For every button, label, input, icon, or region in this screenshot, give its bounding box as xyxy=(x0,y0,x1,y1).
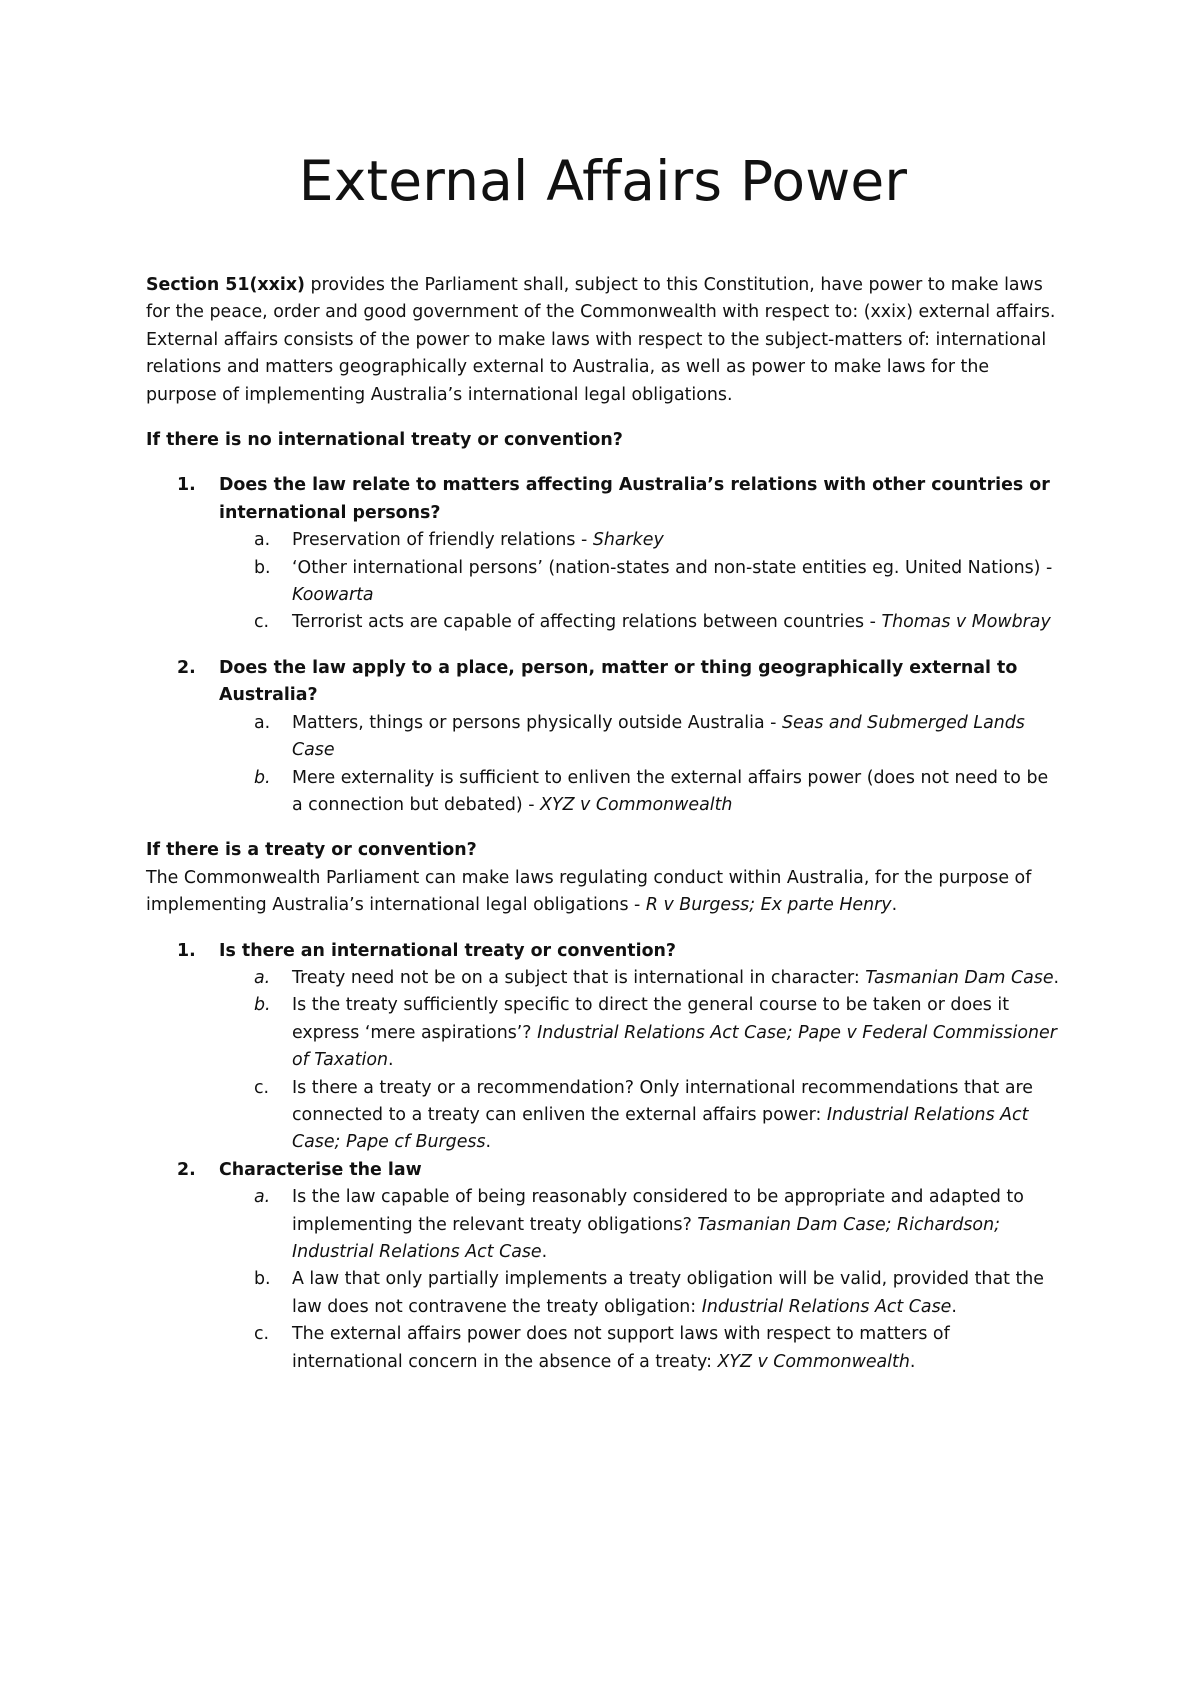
section2-para-tail: . xyxy=(891,895,898,916)
section2-heading: If there is a treaty or convention? xyxy=(146,840,477,861)
page-title: External Affairs Power xyxy=(298,149,908,213)
item-question: Characterise the law xyxy=(219,1159,422,1180)
case-citation: Tasmanian Dam Case; Richardson; Industrial Relations Act Case xyxy=(292,1214,1000,1262)
sub-text: Terrorist acts are capable of affecting relations between countries - xyxy=(292,612,882,633)
item-number: 1. xyxy=(177,475,196,496)
intro-bold-lead: Section 51(xxix) xyxy=(146,275,305,295)
sub-list xyxy=(219,710,1060,820)
case-citation: Industrial Relations Act Case; Pape v Federal Commissioner of Taxation xyxy=(292,1022,1057,1071)
sub-item-c xyxy=(254,1321,1060,1376)
sub-item-c xyxy=(254,609,1060,636)
sub-text: Treaty need not be on a subject that is international in character: xyxy=(292,967,866,988)
sub-text: The external affairs power does not support laws with respect to matters of international concern in the absence of a treaty: xyxy=(292,1324,950,1372)
case-citation: Seas and Submerged Lands Case xyxy=(292,712,1025,761)
sub-text: Is the treaty sufficiently specific to direct the general course to be taken or does it express ‘mere aspirations’? xyxy=(292,995,1010,1043)
case-citation: Sharkey xyxy=(592,530,664,551)
sub-list xyxy=(219,527,1060,637)
sub-letter: a. xyxy=(254,1187,271,1208)
item-number: 2. xyxy=(177,1159,196,1180)
section1-item-1 xyxy=(146,472,1060,636)
item-question: Is there an international treaty or convention? xyxy=(219,940,676,961)
case-citation: XYZ v Commonwealth xyxy=(540,794,733,815)
section2-para-text: The Commonwealth Parliament can make laws regulating conduct within Australia, for the purpose of implementing Australia’s international legal obligations - xyxy=(146,867,1032,916)
sub-letter: a. xyxy=(254,530,271,551)
sub-item-a xyxy=(254,1184,1060,1266)
case-citation: Industrial Relations Act Case xyxy=(701,1296,952,1317)
sub-letter: b. xyxy=(254,995,271,1016)
section2-list xyxy=(146,938,1060,1377)
case-citation: Industrial Relations Act Case; Pape cf Burgess xyxy=(292,1104,1029,1153)
sub-letter: a. xyxy=(254,967,271,988)
sub-tail: . xyxy=(1053,967,1060,988)
case-citation: R v Burgess; Ex parte Henry xyxy=(645,895,892,916)
sub-letter: b. xyxy=(254,1269,271,1290)
sub-text: A law that only partially implements a treaty obligation will be valid, provided that the law does not contravene the treaty obligation: xyxy=(292,1269,1044,1317)
item-number: 2. xyxy=(177,657,196,678)
section2-item-1 xyxy=(146,938,1060,1157)
sub-list xyxy=(219,965,1060,1157)
sub-text: Mere externality is sufficient to enliven the external affairs power (does not need to be a connection but debated) - xyxy=(292,767,1049,815)
sub-item-b xyxy=(254,555,1060,610)
sub-letter: b. xyxy=(254,557,271,578)
intro-text: provides the Parliament shall, subject to this Constitution, have power to make laws for the peace, order and good government of the Commonwealth with respect to: (xxix) external affairs. External affairs consists of the power to make laws with respect to the subject-matters of: international relations and matters geographically external to Australia, as well as power to make laws for the purpose of implementing Australia’s international legal obligations. xyxy=(146,275,1056,405)
sub-item-b xyxy=(254,1266,1060,1321)
section1-heading: If there is no international treaty or convention? xyxy=(146,430,623,451)
sub-tail: . xyxy=(909,1351,916,1372)
sub-item-b xyxy=(254,992,1060,1074)
sub-tail: . xyxy=(541,1242,548,1262)
section2-item-2 xyxy=(146,1157,1060,1376)
sub-letter: c. xyxy=(254,612,270,633)
section1-item-2 xyxy=(146,655,1060,819)
section2-paragraph xyxy=(146,865,1060,920)
sub-item-a xyxy=(254,965,1060,992)
item-question: Does the law relate to matters affecting Australia’s relations with other countries or international persons? xyxy=(219,475,1050,523)
sub-text: Matters, things or persons physically outside Australia - xyxy=(292,712,782,733)
sub-list xyxy=(219,1184,1060,1376)
sub-letter: a. xyxy=(254,712,271,733)
sub-tail: . xyxy=(485,1132,492,1153)
sub-letter: c. xyxy=(254,1077,270,1098)
section1-list xyxy=(146,472,1060,819)
sub-tail: . xyxy=(951,1296,957,1317)
sub-item-c xyxy=(254,1075,1060,1157)
sub-text: Preservation of friendly relations - xyxy=(292,530,593,551)
sub-item-a xyxy=(254,710,1060,765)
case-citation: XYZ v Commonwealth xyxy=(717,1351,910,1372)
case-citation: Tasmanian Dam Case xyxy=(865,967,1054,988)
sub-letter: b. xyxy=(254,767,271,788)
sub-text: Is there a treaty or a recommendation? Only international recommendations that are connected to a treaty can enliven the external affairs power: xyxy=(292,1077,1033,1125)
case-citation: Thomas v Mowbray xyxy=(881,612,1051,633)
sub-letter: c. xyxy=(254,1324,270,1345)
sub-tail: . xyxy=(388,1050,394,1071)
sub-text: ‘Other international persons’ (nation-states and non-state entities eg. United Nations) - xyxy=(292,557,1053,578)
sub-item-b xyxy=(254,765,1060,820)
item-number: 1. xyxy=(177,940,196,961)
sub-item-a xyxy=(254,527,1060,554)
case-citation: Koowarta xyxy=(292,585,374,606)
item-question: Does the law apply to a place, person, matter or thing geographically external to Australia? xyxy=(219,657,1018,706)
sub-text: Is the law capable of being reasonably considered to be appropriate and adapted to implementing the relevant treaty obligations? xyxy=(292,1187,1024,1235)
intro-paragraph xyxy=(146,272,1060,409)
